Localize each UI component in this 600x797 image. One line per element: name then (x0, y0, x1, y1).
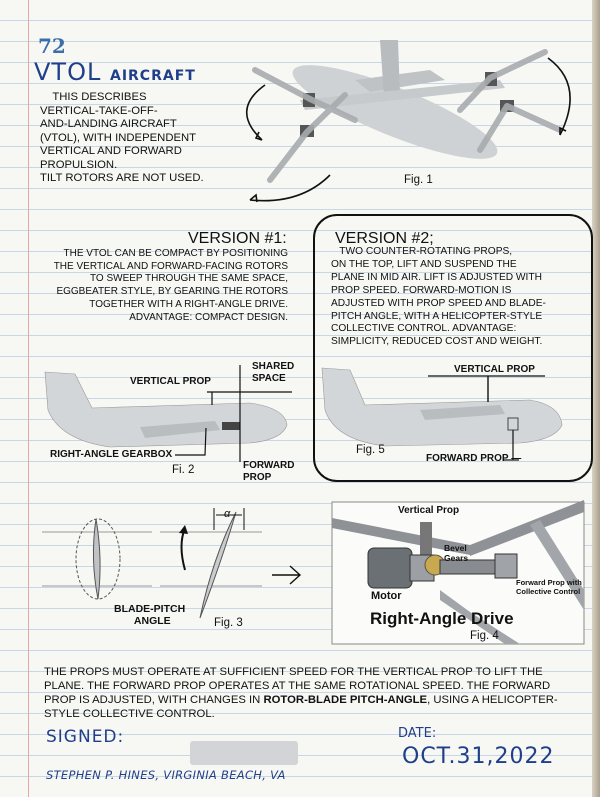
redacted-signature (190, 741, 298, 765)
signed-label: SIGNED: (46, 727, 125, 747)
shared-space-label: SHARED SPACE (252, 361, 295, 384)
page-number: 72 (38, 34, 66, 58)
right-angle-drive-title: Right-Angle Drive (370, 609, 514, 628)
conclusion-part2: , USING A HELICOPTER-STYLE COLLECTIVE CONTROL. (44, 694, 558, 720)
conclusion-text (44, 665, 574, 721)
motor-label: Motor (371, 590, 402, 602)
forward-prop-collective-label: Forward Prop with Collective Control (516, 578, 582, 596)
version2-body: TWO COUNTER-ROTATING PROPS, ON THE TOP, LIFT AND SUSPEND THE PLANE IN MID AIR. LIFT IS ADJUSTED WITH PROP SPEED. FORWARD-MOTION IS ADJUSTED WITH PROP SPEED AND BLADE- PITCH ANGLE, WITH A HELICOPTER-STYLE COLLECTIVE CONTROL. ADVANTAGE: SIMPLICITY, REDUCED COST AND WEIGHT. (331, 246, 546, 348)
date-value: OCT.31,2022 (402, 744, 555, 769)
vertical-prop-label-2: VERTICAL PROP (454, 364, 535, 375)
version2-heading: VERSION #2; (335, 230, 434, 247)
conclusion-bold: ROTOR-BLADE PITCH-ANGLE (263, 694, 428, 706)
fig5-label: Fig. 5 (356, 444, 385, 456)
blade-pitch-label: BLADE-PITCH ANGLE (114, 603, 186, 627)
signer-name: STEPHEN P. HINES, VIRGINIA BEACH, VA (46, 768, 286, 782)
fig2-label: Fi. 2 (172, 464, 195, 476)
gearbox-label: RIGHT-ANGLE GEARBOX (50, 449, 173, 460)
fig3-blade-pitch-drawing (42, 508, 300, 618)
conclusion-part1: THE PROPS MUST OPERATE AT SUFFICIENT SPEED FOR THE VERTICAL PROP TO LIFT THE PLANE. THE FORWARD PROP OPERATES AT THE SAME ROTATIONAL SPEED. THE FORWARD PROP IS ADJUSTED, WITH CHANGES IN (44, 666, 551, 706)
forward-prop-label-2: FORWARD PROP — (426, 453, 522, 464)
date-label: DATE: (398, 726, 437, 741)
title-sub: AIRCRAFT (109, 68, 196, 84)
vertical-prop-label-1: VERTICAL PROP (130, 376, 211, 387)
forward-prop-label-1: FORWARD PROP (243, 460, 295, 483)
alpha-label: α (224, 508, 231, 520)
bevel-gears-label: Bevel Gears (444, 543, 469, 563)
vertical-prop-label-3: Vertical Prop (398, 505, 460, 516)
version1-heading: VERSION #1: (188, 230, 287, 247)
fig3-label: Fig. 3 (214, 617, 243, 629)
fig4-label: Fig. 4 (470, 630, 499, 642)
fig1-label: Fig. 1 (404, 174, 433, 186)
title-main: VTOL (34, 58, 102, 86)
intro-text: THIS DESCRIBES VERTICAL-TAKE-OFF- AND-LANDING AIRCRAFT (VTOL), WITH INDEPENDENT VERTICAL AND FORWARD PROPULSION. TILT ROTORS ARE NOT USED. (40, 91, 204, 184)
page-title (34, 58, 196, 86)
version1-body: THE VTOL CAN BE COMPACT BY POSITIONING THE VERTICAL AND FORWARD-FACING ROTORS TO SWEEP THROUGH THE SAME SPACE, EGGBEATER STYLE, BY GEARING THE ROTORS TOGETHER WITH A RIGHT-ANGLE DRIVE. ADVANTAGE: COMPACT DESIGN. (53, 248, 288, 323)
